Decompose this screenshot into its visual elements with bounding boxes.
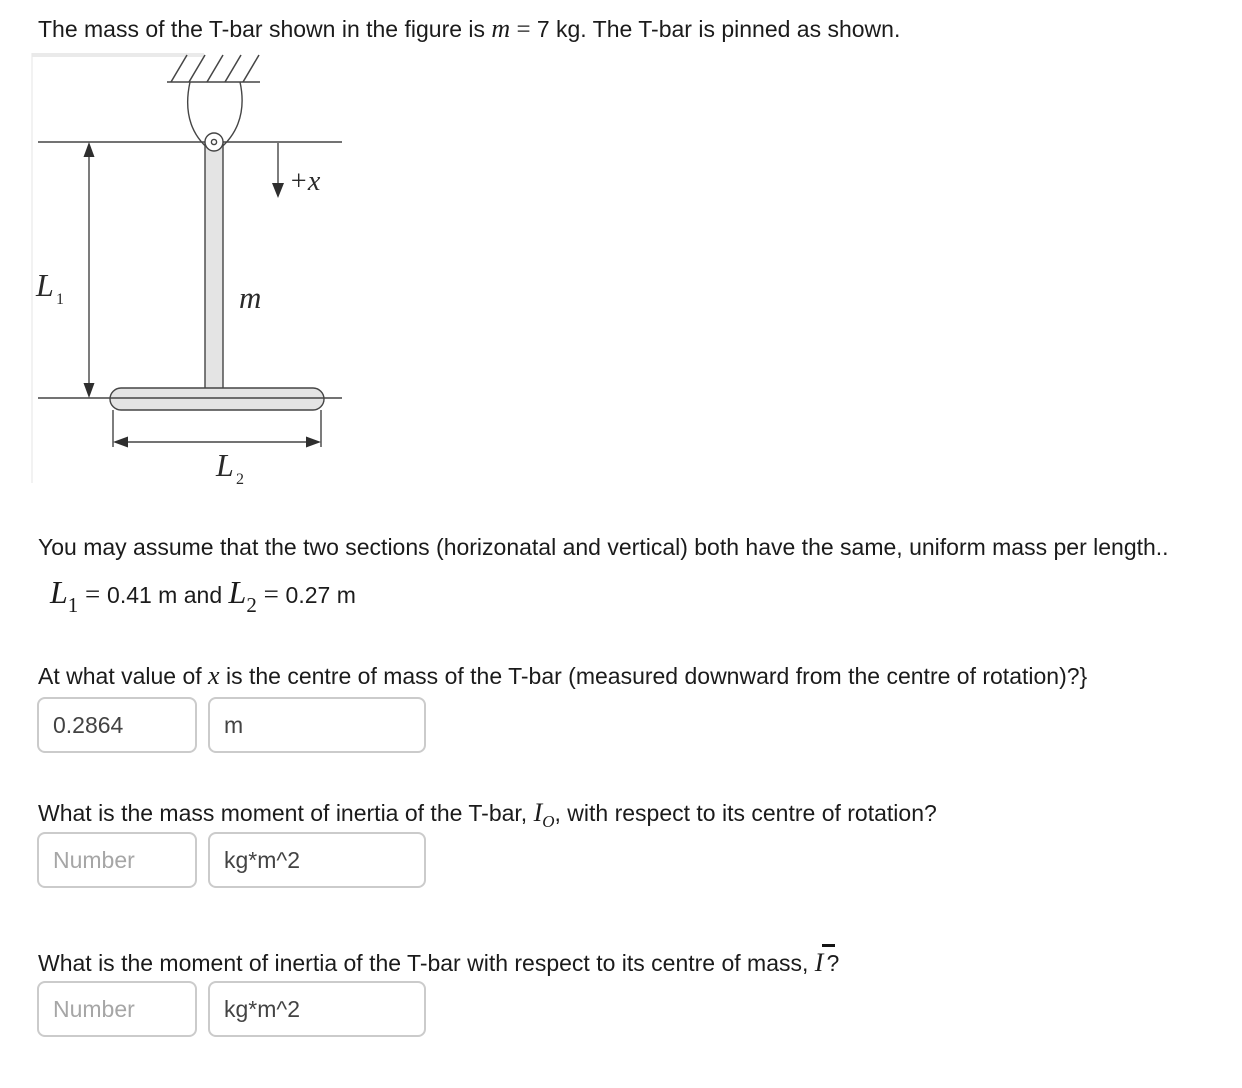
question3-unit-input[interactable] [208, 981, 426, 1037]
l2-arrowhead-left [113, 437, 128, 448]
question3-pre: What is the moment of inertia of the T-bar with respect to its centre of mass, [38, 950, 815, 976]
question3-answer-row [37, 981, 426, 1037]
inertia-bar-variable [815, 948, 824, 978]
problem-statement-tail: 7 kg. The T-bar is pinned as shown. [536, 16, 901, 42]
inertia-o-variable: I [533, 798, 543, 827]
scan-artifact-left [31, 53, 33, 483]
l1-arrowhead-up [84, 142, 95, 157]
tbar-figure-svg [30, 50, 345, 490]
inertia-bar-letter: I [814, 948, 824, 977]
l2-variable: L [228, 574, 247, 610]
question3-answer-input[interactable] [37, 981, 197, 1037]
mass-label: m [239, 280, 262, 315]
question2-unit-input[interactable] [208, 832, 426, 888]
equals-sign: = [510, 16, 537, 43]
l1-variable: L [50, 574, 68, 610]
tbar-figure [30, 50, 345, 490]
overbar-icon [822, 944, 835, 947]
l2-equals: = [256, 579, 286, 609]
l2-value: 0.27 m [285, 582, 356, 608]
assumption-text: You may assume that the two sections (horizonatal and vertical) both have the same, uniform mass per length.. [38, 534, 1169, 560]
x-axis-label: +x [289, 166, 321, 197]
and-text: and [177, 582, 229, 608]
question2-post: , with respect to its centre of rotation? [554, 800, 937, 826]
question3-post: ? [826, 950, 840, 976]
question1-answer-input[interactable] [37, 697, 197, 753]
l1-label-subscript: 1 [56, 291, 64, 308]
l2-label-subscript: 2 [236, 471, 244, 488]
x-variable: x [208, 661, 220, 690]
pin-icon [205, 133, 223, 151]
mass-variable: m [491, 14, 511, 43]
problem-statement-text: The mass of the T-bar shown in the figure is [38, 16, 492, 42]
l2-subscript: 2 [246, 593, 257, 617]
question3-text [38, 948, 839, 978]
question1-unit-input[interactable] [208, 697, 426, 753]
fixed-support-hatching [167, 55, 260, 82]
tbar-vertical-member [205, 142, 223, 390]
l1-value: 0.41 m [107, 582, 178, 608]
l1-label: L [36, 267, 54, 303]
question1-pre: At what value of [38, 663, 209, 689]
inertia-o-subscript: O [542, 812, 555, 831]
scan-artifact-top [32, 53, 204, 57]
question2-pre: What is the mass moment of inertia of the T-bar, [38, 800, 534, 826]
question1-post: is the centre of mass of the T-bar (measured downward from the centre of rotation)?} [219, 663, 1088, 689]
x-axis-arrowhead-down [272, 183, 284, 198]
l1-equals: = [78, 579, 108, 609]
dimension-values [50, 571, 356, 626]
problem-statement [38, 14, 900, 45]
question2-answer-input[interactable] [37, 832, 197, 888]
question1-answer-row [37, 697, 426, 753]
tbar-horizontal-member [110, 388, 324, 410]
question1-text [38, 661, 1087, 691]
l1-arrowhead-down [84, 383, 95, 398]
l1-subscript: 1 [67, 593, 79, 617]
l2-arrowhead-right [306, 437, 321, 448]
l2-label: L [216, 447, 234, 483]
question2-answer-row [37, 832, 426, 888]
